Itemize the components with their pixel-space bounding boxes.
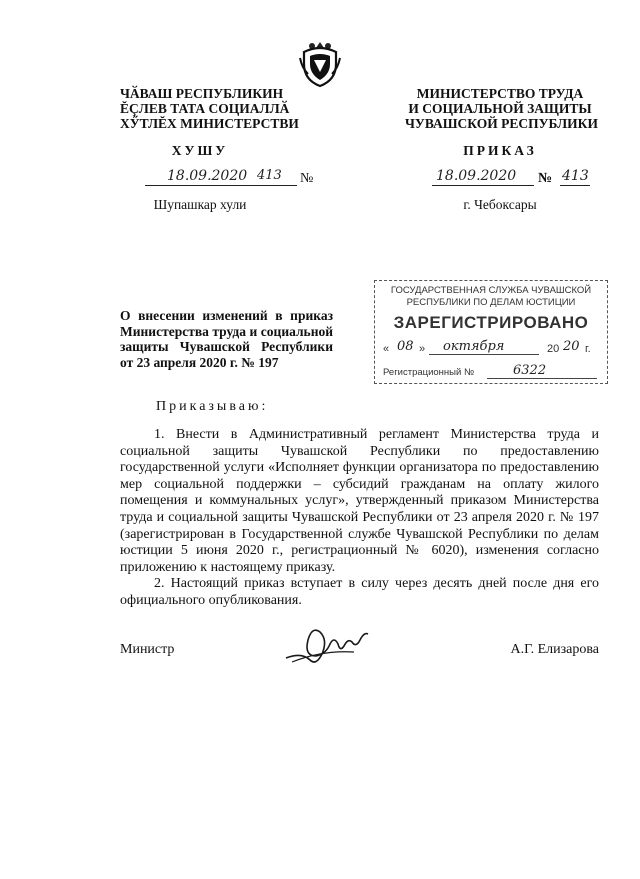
order-word: Приказываю: (156, 399, 269, 414)
right-date-handwritten: 18.09.2020 (436, 168, 517, 184)
stamp-reg-number: 6322 (513, 363, 547, 378)
stamp-quote-open: « (383, 343, 390, 355)
chuvash-republic-emblem-icon (296, 38, 344, 90)
date-underline (145, 185, 297, 186)
document-body (120, 427, 599, 610)
city-russian: г. Чебоксары (463, 197, 537, 212)
stamp-month: октября (443, 339, 505, 354)
ministry-name-russian-line: ЧУВАШСКОЙ РЕСПУБЛИКИ (405, 116, 598, 131)
stamp-reg-row (383, 363, 603, 381)
signatory-name: А.Г. Елизарова (510, 642, 599, 657)
doc-type-chuvash: ХУШУ (171, 143, 229, 158)
signature-scribble (282, 622, 372, 666)
ministry-name-chuvash (120, 86, 299, 131)
ministry-name-russian-line: МИНИСТЕРСТВО ТРУДА (416, 86, 584, 101)
registration-stamp (374, 280, 608, 384)
stamp-year-suffix: 20 (563, 339, 580, 354)
stamp-day: 08 (397, 339, 414, 354)
paragraph-1: 1. Внести в Административный регламент Министерства труда и социальной защиты Чувашской Республики по предоставлению государственной услуги «Исполняет функции организатора по предоставлению мер социальной поддержки – субсидий гражданам на оплату жилого помещения и коммунальных услуг», утвержденный приказом Министерства труда и социальной защиты Чувашской Республики от 23 апреля 2020 г. № 197 (зарегистрирован в Государственной службе Чувашской Республики по делам юстиции 5 июня 2020 г., регистрационный № 6020), изменения согласно приложению к настоящему приказу. (120, 427, 599, 575)
ministry-name-russian-line: И СОЦИАЛЬНОЙ ЗАЩИТЫ (408, 101, 592, 116)
stamp-year-unit: г. (585, 343, 591, 355)
left-date-line (145, 168, 315, 188)
date-underline (432, 185, 534, 186)
right-date-line (432, 168, 592, 188)
ministry-name-chuvash-line: ĔÇЛЕВ ТАТА СОЦИАЛЛӐ (120, 101, 290, 116)
stamp-line-2: РЕСПУБЛИКИ ПО ДЕЛАМ ЮСТИЦИИ (406, 297, 576, 308)
doc-type-russian: ПРИКАЗ (463, 143, 537, 158)
stamp-month-underline (429, 354, 539, 355)
stamp-reg-label: Регистрационный № (383, 367, 475, 378)
stamp-date-row (383, 339, 603, 359)
left-date-handwritten: 18.09.2020 (167, 168, 248, 184)
emblem (296, 38, 344, 90)
right-number-sign: № (538, 171, 553, 186)
stamp-status: ЗАРЕГИСТРИРОВАНО (393, 313, 589, 332)
stamp-line-1: ГОСУДАРСТВЕННАЯ СЛУЖБА ЧУВАШСКОЙ (390, 285, 592, 296)
left-number-handwritten: 413 (257, 168, 282, 183)
left-number-sign: № (300, 171, 314, 186)
city-chuvash: Шупашкар хули (153, 197, 247, 212)
ministry-name-chuvash-line: ХӲТЛĔХ МИНИСТЕРСТВИ (120, 116, 299, 131)
stamp-quote-close: » (419, 343, 426, 355)
ministry-name-chuvash-line: ЧӐВАШ РЕСПУБЛИКИН (120, 86, 284, 101)
number-underline (560, 185, 590, 186)
document-subject: О внесении изменений в приказ Министерства труда и социальной защиты Чувашской Республики от 23 апреля 2020 г. № 197 (120, 308, 333, 370)
signatory-title: Министр (120, 642, 175, 657)
handwritten-signature (282, 622, 372, 666)
ministry-name-russian (405, 86, 598, 131)
right-number-handwritten: 413 (562, 168, 589, 184)
stamp-year-prefix: 20 (547, 343, 560, 355)
stamp-reg-underline (487, 378, 597, 379)
paragraph-2: 2. Настоящий приказ вступает в силу через десять дней после дня его официального опубликования. (120, 576, 599, 608)
